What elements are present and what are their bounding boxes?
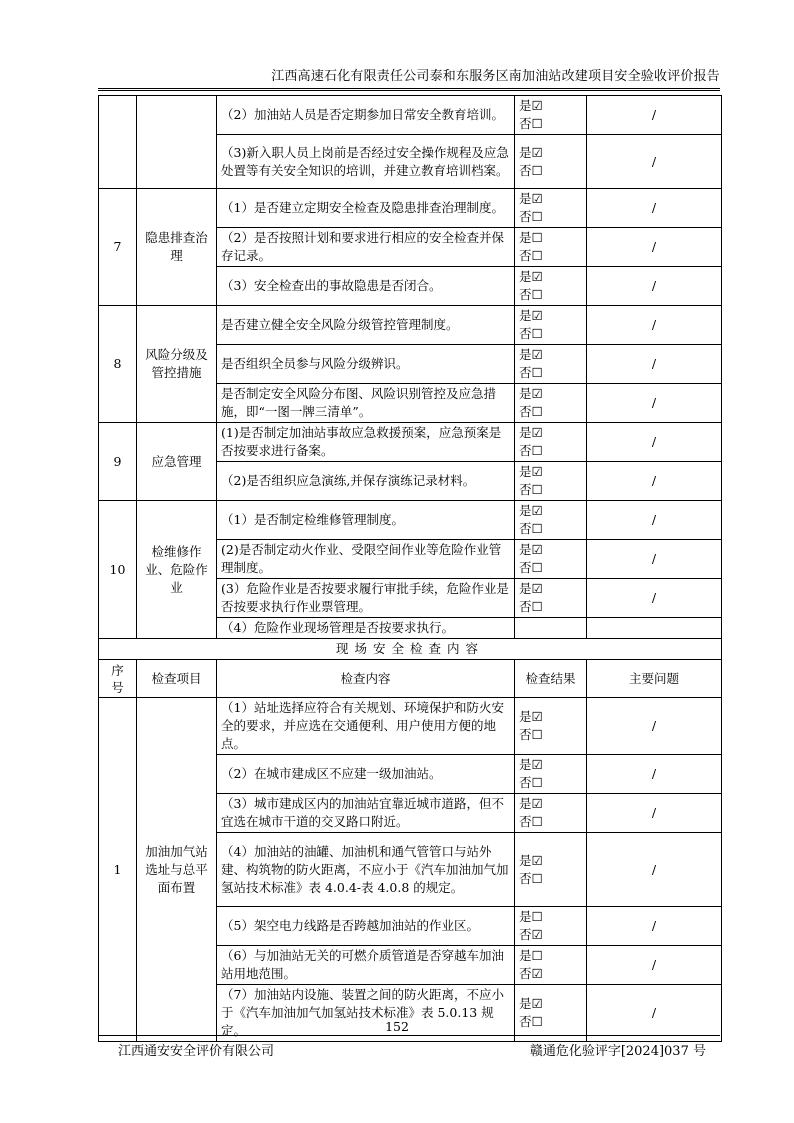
table-row — [99, 423, 722, 462]
result-no: 否☐ — [519, 482, 543, 497]
result-yes: 是☑ — [519, 425, 543, 440]
check-result — [515, 345, 587, 384]
check-result — [515, 135, 587, 189]
check-result — [515, 946, 587, 985]
column-header-result: 检查结果 — [515, 660, 587, 698]
report-header-title: 江西高速石化有限责任公司泰和东服务区南加油站改建项目安全验收评价报告 — [271, 69, 720, 84]
check-result — [515, 96, 587, 135]
footer-rule — [98, 1035, 720, 1036]
check-content: （5）架空电力线路是否跨越加油站的作业区。 — [217, 907, 515, 946]
check-result — [515, 462, 587, 501]
check-result — [515, 540, 587, 579]
result-no: 否☐ — [519, 287, 543, 302]
main-issue: / — [587, 345, 722, 384]
row-number: 7 — [99, 189, 137, 306]
header-rule — [98, 88, 720, 91]
main-issue: / — [587, 755, 722, 794]
table-row — [99, 698, 722, 755]
table-row — [99, 96, 722, 135]
result-yes: 是☑ — [519, 144, 543, 160]
result-no: 否☐ — [519, 248, 543, 263]
result-no: 否☑ — [519, 927, 543, 942]
check-item: 加油加气站选址与总平面布置 — [137, 698, 217, 1042]
result-yes: 是☐ — [519, 230, 543, 245]
check-content: (2)是否制定动火作业、受限空间作业等危险作业管理制度。 — [217, 540, 515, 579]
result-yes: 是☑ — [519, 308, 543, 323]
result-yes: 是☑ — [519, 386, 543, 401]
result-yes: 是☑ — [519, 996, 543, 1011]
main-issue: / — [587, 267, 722, 306]
page-number: 152 — [385, 1019, 409, 1034]
check-result — [515, 423, 587, 462]
check-result — [515, 794, 587, 833]
check-content: 是否组织全员参与风险分级辨识。 — [217, 345, 515, 384]
result-yes: 是☑ — [519, 709, 543, 724]
row-number: 9 — [99, 423, 137, 501]
main-issue: / — [587, 135, 722, 189]
check-content: （1）站址选择应符合有关规划、环境保护和防火安全的要求，并应选在交通便利、用户使用方便的地点。 — [217, 698, 515, 755]
result-yes: 是☑ — [519, 347, 543, 362]
table-row — [99, 306, 722, 345]
result-no: 否☐ — [519, 814, 543, 829]
main-issue: / — [587, 462, 722, 501]
main-issue: / — [587, 228, 722, 267]
main-issue: / — [587, 96, 722, 135]
main-issue: / — [587, 384, 722, 423]
check-content: （2）是否按照计划和要求进行相应的安全检查并保存记录。 — [217, 228, 515, 267]
result-yes: 是☑ — [519, 269, 543, 284]
result-yes: 是☐ — [519, 909, 543, 924]
check-item: 检维修作业、危险作业 — [137, 501, 217, 639]
result-no: 否☐ — [519, 326, 543, 341]
row-number: 8 — [99, 306, 137, 423]
result-no: 否☐ — [519, 599, 543, 614]
main-issue: / — [587, 907, 722, 946]
check-result — [515, 384, 587, 423]
check-content: （7）加油站内设施、装置之间的防火距离，不应小于《汽车加油加气加氢站技术标准》表 5.0.13 规定。 — [217, 985, 515, 1042]
result-yes: 是☐ — [519, 948, 543, 963]
result-yes: 是☑ — [519, 542, 543, 557]
result-no: 否☑ — [519, 966, 543, 981]
check-content: （4）危险作业现场管理是否按要求执行。 — [217, 618, 515, 639]
main-issue: / — [587, 540, 722, 579]
result-no: 否☐ — [519, 162, 543, 178]
result-yes: 是☑ — [519, 581, 543, 596]
result-no: 否☐ — [519, 870, 543, 886]
check-result — [515, 267, 587, 306]
column-header-num: 序号 — [99, 660, 137, 698]
main-issue: / — [587, 189, 722, 228]
result-yes: 是☑ — [519, 191, 543, 206]
check-item: 风险分级及管控措施 — [137, 306, 217, 423]
check-content: （2)是否组织应急演练,并保存演练记录材料。 — [217, 462, 515, 501]
column-header-item: 检查项目 — [137, 660, 217, 698]
check-content: 是否建立健全安全风险分级管控管理制度。 — [217, 306, 515, 345]
footer-report-code: 赣通危化验评字[2024]037 号 — [529, 1044, 706, 1059]
check-content: (1)是否制定加油站事故应急救援预案，应急预案是否按要求进行备案。 — [217, 423, 515, 462]
check-result — [515, 228, 587, 267]
result-no: 否☐ — [519, 209, 543, 224]
table-row — [99, 501, 722, 540]
check-result — [515, 755, 587, 794]
check-content: 是否制定安全风险分布图、风险识别管控及应急措施，即“一图一牌三清单”。 — [217, 384, 515, 423]
result-no: 否☐ — [519, 560, 543, 575]
check-content: (3）危险作业是否按要求履行审批手续，危险作业是否按要求执行作业票管理。 — [217, 579, 515, 618]
check-content: （3）安全检查出的事故隐患是否闭合。 — [217, 267, 515, 306]
check-content: （4）加油站的油罐、加油机和通气管管口与站外建、构筑物的防火距离，不应小于《汽车加油加气加氢站技术标准》表 4.0.4-表 4.0.8 的规定。 — [217, 833, 515, 907]
section-row — [99, 639, 722, 660]
result-no: 否☐ — [519, 365, 543, 380]
check-content: （2）加油站人员是否定期参加日常安全教育培训。 — [217, 96, 515, 135]
check-result — [515, 306, 587, 345]
check-content: （3)新入职人员上岗前是否经过安全操作规程及应急处置等有关安全知识的培训，并建立教育培训档案。 — [217, 135, 515, 189]
result-no: 否☐ — [519, 727, 543, 742]
result-no: 否☐ — [519, 775, 543, 790]
result-no: 否☐ — [519, 1014, 543, 1029]
main-issue: / — [587, 698, 722, 755]
result-yes: 是☑ — [519, 464, 543, 479]
row-number: 1 — [99, 698, 137, 1042]
result-yes: 是☑ — [519, 98, 543, 113]
check-content: （6）与加油站无关的可燃介质管道是否穿越车加油站用地范围。 — [217, 946, 515, 985]
footer-company: 江西通安安全评价有限公司 — [118, 1044, 275, 1059]
result-no: 否☐ — [519, 404, 543, 419]
result-no: 否☐ — [519, 116, 543, 131]
inspection-table — [98, 95, 722, 1042]
check-content: （1）是否建立定期安全检查及隐患排查治理制度。 — [217, 189, 515, 228]
main-issue: / — [587, 794, 722, 833]
main-issue: / — [587, 833, 722, 907]
check-result — [515, 579, 587, 618]
result-yes: 是☑ — [519, 796, 543, 811]
result-yes: 是☑ — [519, 757, 543, 772]
result-yes: 是☑ — [519, 503, 543, 518]
check-content: （1）是否制定检维修管理制度。 — [217, 501, 515, 540]
check-content: （3）城市建成区内的加油站宜靠近城市道路，但不宜选在城市干道的交叉路口附近。 — [217, 794, 515, 833]
main-issue: / — [587, 501, 722, 540]
result-yes: 是☑ — [519, 852, 543, 868]
main-issue: / — [587, 579, 722, 618]
check-content: （2）在城市建成区不应建一级加油站。 — [217, 755, 515, 794]
check-item: 应急管理 — [137, 423, 217, 501]
check-result — [515, 189, 587, 228]
main-issue: / — [587, 423, 722, 462]
check-result — [515, 501, 587, 540]
result-no: 否☐ — [519, 443, 543, 458]
main-issue: / — [587, 985, 722, 1042]
check-result — [515, 698, 587, 755]
column-header-content: 检查内容 — [217, 660, 515, 698]
check-item: 隐患排查治理 — [137, 189, 217, 306]
main-issue: / — [587, 306, 722, 345]
main-issue: / — [587, 946, 722, 985]
check-result — [515, 907, 587, 946]
column-header-issue: 主要问题 — [587, 660, 722, 698]
table-header-row — [99, 660, 722, 698]
section-title: 现场安全检查内容 — [99, 639, 722, 660]
check-result — [515, 833, 587, 907]
table-row — [99, 189, 722, 228]
row-number: 10 — [99, 501, 137, 639]
result-no: 否☐ — [519, 521, 543, 536]
